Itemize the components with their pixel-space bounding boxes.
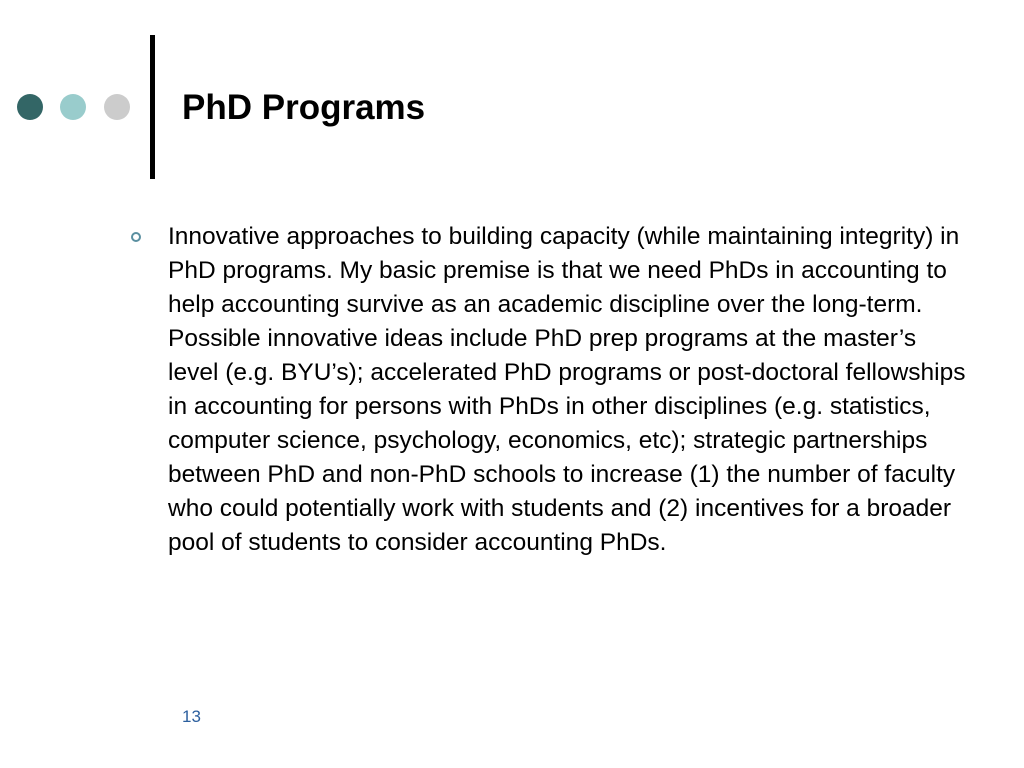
title-divider — [150, 35, 155, 179]
slide-title: PhD Programs — [182, 88, 426, 127]
bullet-text: Innovative approaches to building capacity (while maintaining integrity) in PhD programs. My basic premise is that we need PhDs in accounting to help accounting survive as an academic discipline over the long-term. Possible innovative ideas include PhD prep programs at the master’s level (e.g. BYU’s); accelerated PhD programs or post-doctoral fellowships in accounting for persons with PhDs in other disciplines (e.g. statistics, computer science, psychology, economics, etc); strategic partnerships between PhD and non-PhD schools to increase (1) the number of faculty who could potentially work with students and (2) incentives for a broader pool of students to consider accounting PhDs. — [168, 223, 966, 556]
decorative-dot-dark — [17, 94, 43, 120]
page-number: 13 — [182, 707, 201, 726]
decorative-dot-gray — [104, 94, 130, 120]
decorative-dot-light — [60, 94, 86, 120]
bullet-circle-icon — [131, 232, 141, 242]
